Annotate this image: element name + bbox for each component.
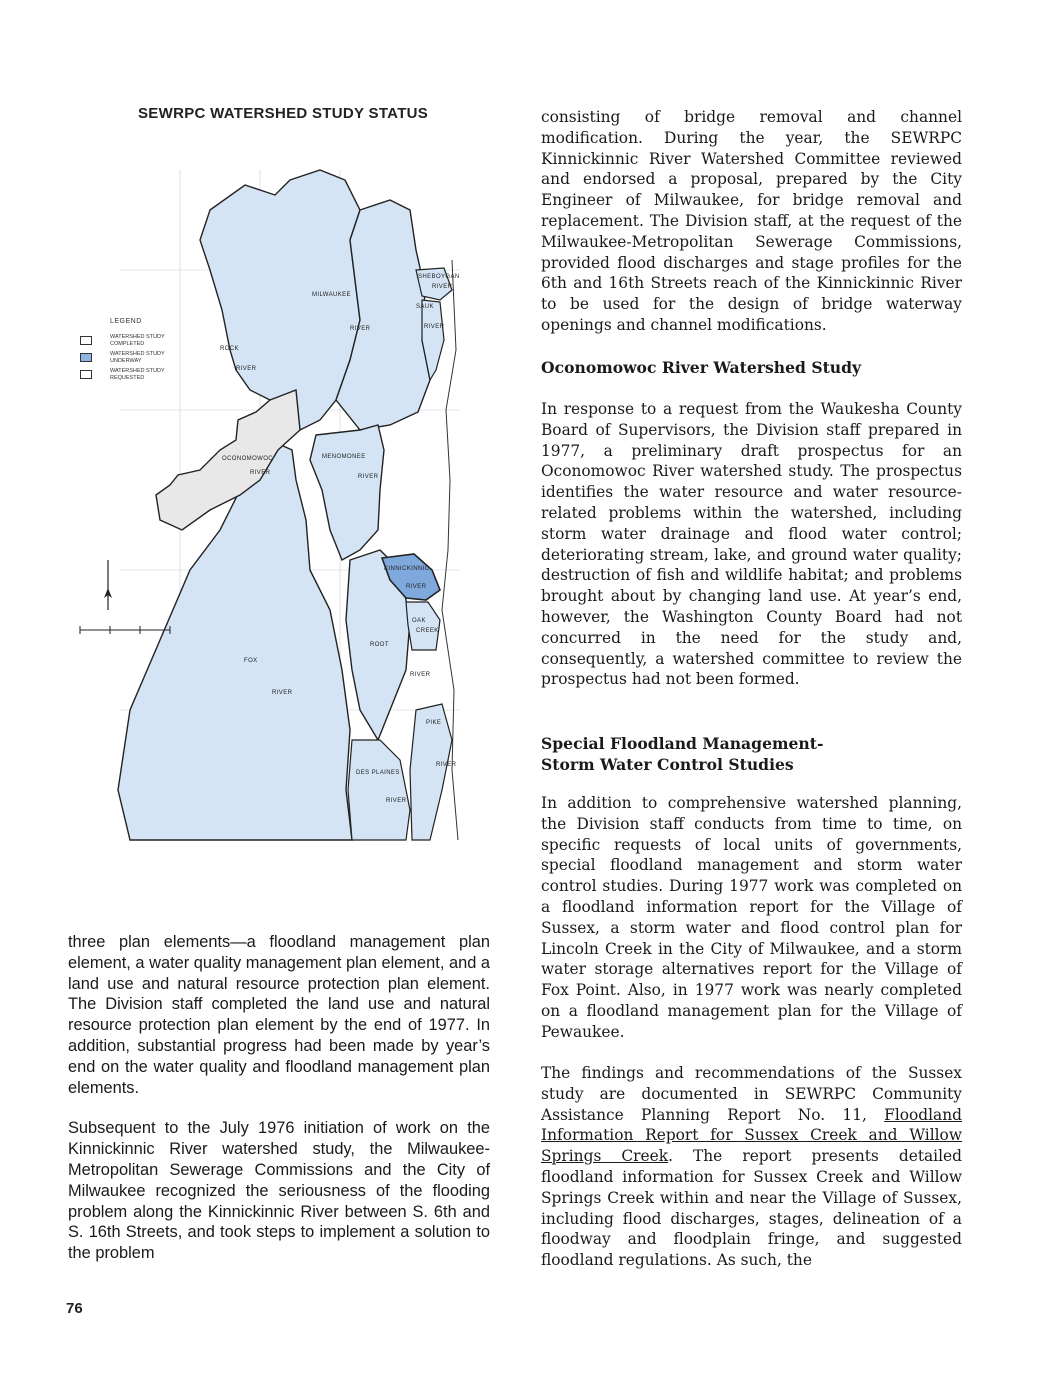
legend-title: LEGEND — [110, 318, 142, 325]
fox-river-watershed — [118, 440, 352, 840]
watershed-map-svg — [60, 150, 475, 850]
legend-label: WATERSHED STUDY REQUESTED — [110, 368, 165, 381]
right-paragraph-4 — [541, 1063, 962, 1271]
left-paragraph-2: Subsequent to the July 1976 initiation of work on the Kinnickinnic River watershed study, the Milwaukee-Metropolitan Sewerage Commissions and the City of Milwaukee recognized the seriousness of the flooding problem along the Kinnickinnic River between S. 6th and S. 16th Streets, and took steps to implement a solution to the problem — [68, 1119, 490, 1263]
para4-post: . The report presents detailed floodland information for Sussex Creek and Willow Springs Creek within and near the Village of Sussex, including flood discharges, stages, delineation of a floodway and floodplain fringe, and suggested floodland regulations. As such, the — [541, 1147, 962, 1270]
para4-pre: The findings and recommendations of the Sussex study are documented in SEWRPC Community Assistance Planning Report No. 11, — [541, 1064, 962, 1124]
scale-bar — [80, 626, 170, 634]
left-column — [68, 932, 490, 1264]
legend-label: WATERSHED STUDY COMPLETED — [110, 334, 165, 347]
label-milwaukee: MILWAUKEE — [312, 292, 351, 298]
heading-special-floodland-line1: Special Floodland Management- — [541, 734, 824, 753]
des-plaines-river-watershed — [348, 740, 410, 840]
left-paragraph-1: three plan elements—a floodland management plan element, a water quality management plan element, and a land use and natural resource protection plan element. The Division staff completed the land use and natural resource protection plan element by the end of 1977. In addition, substantial progress had been made by year’s end on the water quality and floodland management plan elements. — [68, 933, 490, 1097]
right-paragraph-1 — [541, 107, 962, 336]
right-paragraph-3-text: In addition to comprehensive watershed planning, the Division staff conducts from time to time, on specific requests of local units of governments, special floodland management and storm water control studies. During 1977 work was completed on a floodland information report for the Village of Sussex, a storm water and flood control plan for Lincoln Creek in the City of Milwaukee, and a storm water storage alternatives report for the Village of Fox Point. Also, in 1977 work was nearly completed on a floodland management plan for the Village of Pewaukee. — [541, 794, 962, 1041]
label-des-plaines: DES PLAINES — [356, 770, 400, 776]
label-des-plaines-river: RIVER — [386, 798, 407, 804]
label-pike: PIKE — [426, 720, 442, 726]
label-fox-river: RIVER — [272, 690, 293, 696]
label-rock: ROCK — [220, 346, 239, 352]
label-menomonee: MENOMONEE — [322, 454, 366, 460]
label-oconomowoc-river: RIVER — [250, 470, 271, 476]
label-fox: FOX — [244, 658, 258, 664]
rock-river-watershed — [200, 170, 360, 430]
heading-special-floodland-line2: Storm Water Control Studies — [541, 755, 794, 774]
label-root: ROOT — [370, 642, 389, 648]
label-oconomowoc: OCONOMOWOC — [222, 456, 273, 462]
oak-creek-watershed — [406, 602, 440, 650]
legend-label: WATERSHED STUDY UNDERWAY — [110, 351, 165, 364]
label-milwaukee-river: RIVER — [350, 326, 371, 332]
label-sauk-river: RIVER — [424, 324, 445, 330]
label-pike-river: RIVER — [436, 762, 457, 768]
north-arrow-icon — [104, 560, 112, 610]
right-paragraph-2-text: In response to a request from the Waukesha County Board of Supervisors, the Division staff prepared in 1977, a preliminary draft prospectus for an Oconomowoc River watershed study. The prospectus identifies the water resource and water resource-related problems within the watershed, including storm water drainage and flood water control; deteriorating stream, lake, and ground water quality; destruction of fish and wildlife habitat; and problems brought about by changing land use. At year’s end, however, the Washington County Board had not concurred in the need for the study and, consequently, a watershed committee to review the prospectus had not been formed. — [541, 400, 962, 689]
label-menomonee-river: RIVER — [358, 474, 379, 480]
right-paragraph-2 — [541, 399, 962, 690]
label-sheboygan-river: RIVER — [432, 284, 453, 290]
label-root-river: RIVER — [410, 672, 431, 678]
label-sheboygan: SHEBOYGAN — [418, 274, 460, 280]
label-kinnickinnic-river: RIVER — [406, 584, 427, 590]
label-sauk: SAUK — [416, 304, 434, 310]
report-title: Floodland Information Report for Sussex Creek and Willow Springs Creek — [541, 1105, 962, 1166]
label-kinnickinnic: KINNICKINNIC — [384, 566, 430, 572]
right-paragraph-3 — [541, 793, 962, 1043]
map-title: SEWRPC WATERSHED STUDY STATUS — [138, 105, 429, 122]
watershed-map — [60, 150, 475, 850]
menomonee-river-watershed — [310, 425, 384, 560]
right-paragraph-1-text: consisting of bridge removal and channel modification. During the year, the SEWRPC Kinnickinnic River Watershed Committee reviewed and endorsed a proposal, prepared by the City Engineer of Milwaukee, for bridge removal and replacement. The Division staff, at the request of the Milwaukee-Metropolitan Sewerage Commissions, provided flood discharges and stage profiles for the 6th and 16th Streets reach of the Kinnickinnic River to be used for the design of bridge waterway openings and channel modifications. — [541, 108, 962, 334]
right-paragraph-4-text — [541, 1063, 962, 1271]
heading-oconomowoc: Oconomowoc River Watershed Study — [541, 358, 862, 377]
label-oak: OAK — [412, 618, 426, 624]
page-number: 76 — [66, 1300, 83, 1317]
label-oak-creek: CREEK — [416, 628, 439, 634]
heading-special-floodland — [541, 733, 962, 775]
label-rock-river: RIVER — [236, 366, 257, 372]
